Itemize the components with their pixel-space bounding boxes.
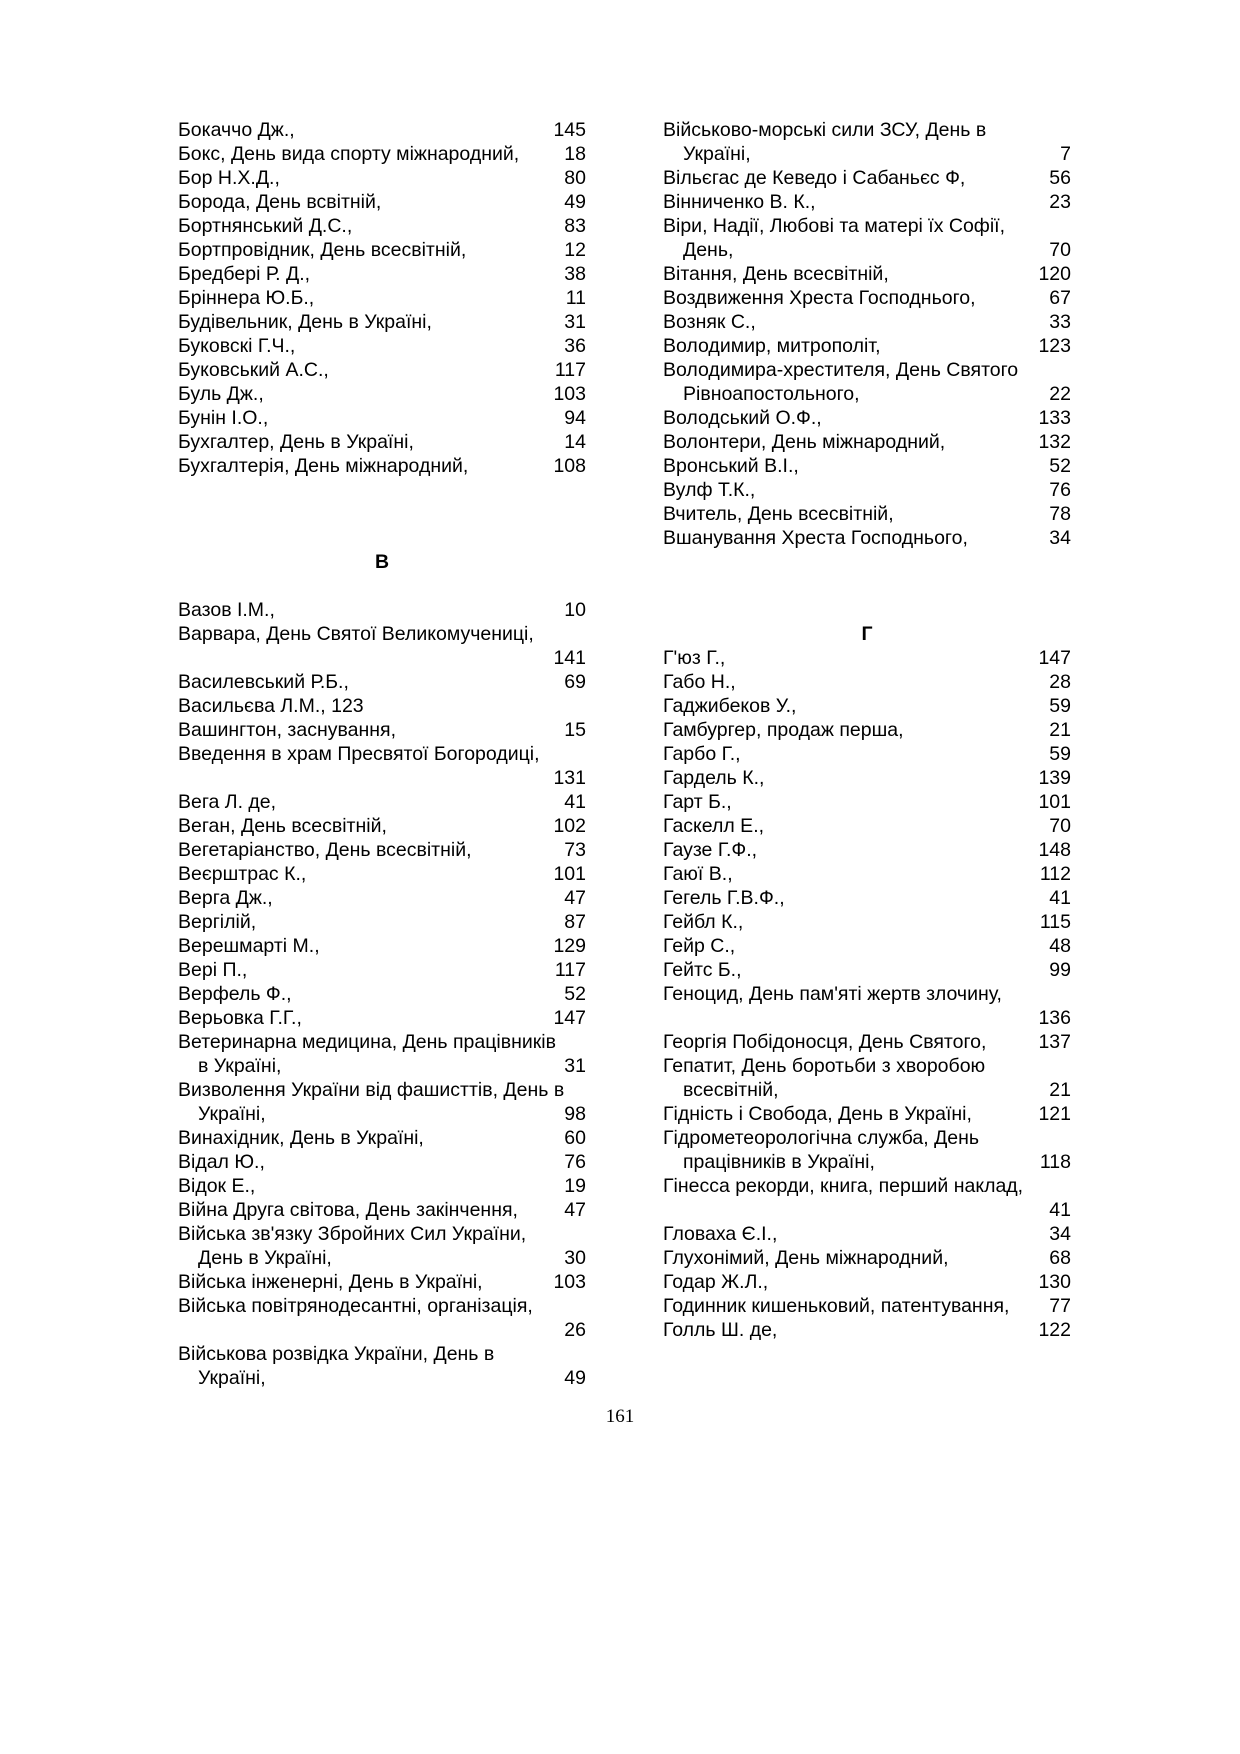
entry-term: Борода, День всвітній,	[178, 191, 382, 213]
index-entry	[663, 166, 1071, 190]
index-entry	[178, 598, 586, 622]
entry-term: Бор Н.Х.Д.,	[178, 167, 280, 189]
entry-term: Володський О.Ф.,	[663, 407, 822, 429]
entry-page-number: 26	[564, 1319, 586, 1341]
index-entry	[178, 1318, 586, 1342]
index-entry	[663, 862, 1071, 886]
entry-page-number: 139	[1038, 767, 1071, 789]
entry-term: Війська повітрянодесантні, організація,	[178, 1295, 533, 1317]
entry-page-number: 76	[564, 1151, 586, 1173]
index-entry	[663, 1054, 1071, 1078]
entry-term: Вашингтон, заснування,	[178, 719, 396, 741]
entry-page-number: 132	[1038, 431, 1071, 453]
entry-term: Володимира-хрестителя, День Святого	[663, 359, 1019, 381]
entry-page-number: 67	[1049, 287, 1071, 309]
entry-term: Голль Ш. де,	[663, 1319, 778, 1341]
entry-page-number: 59	[1049, 743, 1071, 765]
entry-page-number: 70	[1049, 239, 1071, 261]
index-entry	[663, 478, 1071, 502]
index-entry	[663, 262, 1071, 286]
index-entry	[663, 1294, 1071, 1318]
entry-page-number: 60	[564, 1127, 586, 1149]
entry-term: Вінниченко В. К.,	[663, 191, 816, 213]
entry-page-number: 99	[1049, 959, 1071, 981]
index-entry	[178, 1222, 586, 1246]
entry-page-number: 98	[564, 1103, 586, 1125]
entry-term: Гегель Г.В.Ф.,	[663, 887, 785, 909]
entry-page-number: 18	[564, 143, 586, 165]
entry-term: Ветеринарна медицина, День працівників	[178, 1031, 556, 1053]
entry-term: Україні,	[683, 143, 751, 165]
index-entry	[663, 118, 1071, 142]
entry-page-number: 49	[564, 191, 586, 213]
entry-term: Бухгалтер, День в Україні,	[178, 431, 414, 453]
entry-term: Визволення України від фашисттів, День в	[178, 1079, 565, 1101]
entry-page-number: 31	[564, 311, 586, 333]
index-entry-continuation	[663, 1150, 1071, 1174]
entry-page-number: 34	[1049, 1223, 1071, 1245]
entry-term: День в Україні,	[198, 1247, 332, 1269]
entry-term: Васильєва Л.М., 123	[178, 695, 364, 717]
index-entry	[178, 1150, 586, 1174]
index-entry	[663, 214, 1071, 238]
index-entry	[178, 790, 586, 814]
index-entry	[178, 1174, 586, 1198]
index-entry	[663, 430, 1071, 454]
entry-page-number: 78	[1049, 503, 1071, 525]
entry-term: Верешмарті М.,	[178, 935, 320, 957]
entry-term: Гловаха Є.І.,	[663, 1223, 778, 1245]
entry-page-number: 28	[1049, 671, 1071, 693]
entry-page-number: 34	[1049, 527, 1071, 549]
entry-term: Верфель Ф.,	[178, 983, 292, 1005]
entry-term: Гаузе Г.Ф.,	[663, 839, 758, 861]
entry-page-number: 73	[564, 839, 586, 861]
entry-page-number: 41	[564, 791, 586, 813]
entry-term: Гамбургер, продаж перша,	[663, 719, 904, 741]
index-entry	[178, 1030, 586, 1054]
index-entry-continuation	[178, 1054, 586, 1078]
index-entry-continuation	[663, 1078, 1071, 1102]
index-entry	[178, 190, 586, 214]
index-entry	[178, 1126, 586, 1150]
index-entry	[663, 526, 1071, 550]
index-entry-continuation	[663, 238, 1071, 262]
entry-term: Бунін І.О.,	[178, 407, 269, 429]
index-entry	[663, 814, 1071, 838]
index-entry	[663, 358, 1071, 382]
index-entry	[178, 358, 586, 382]
index-entry	[663, 910, 1071, 934]
entry-term: Гідність і Свобода, День в Україні,	[663, 1103, 972, 1125]
entry-term: Глухонімий, День міжнародний,	[663, 1247, 949, 1269]
index-entry	[663, 1222, 1071, 1246]
index-entry	[178, 406, 586, 430]
entry-page-number: 131	[553, 767, 586, 789]
entry-page-number: 130	[1038, 1271, 1071, 1293]
entry-term: Україні,	[198, 1367, 266, 1389]
index-entry	[663, 1030, 1071, 1054]
index-entry	[178, 910, 586, 934]
index-entry	[663, 670, 1071, 694]
index-column-left	[178, 118, 586, 1390]
entry-page-number: 103	[553, 383, 586, 405]
index-entry	[663, 790, 1071, 814]
entry-term: Вронський В.І.,	[663, 455, 799, 477]
entry-term: Військова розвідка України, День в	[178, 1343, 495, 1365]
index-entry	[663, 1126, 1071, 1150]
entry-page-number: 15	[564, 719, 586, 741]
page-number: 161	[605, 1406, 635, 1427]
entry-page-number: 147	[553, 1007, 586, 1029]
entry-page-number: 117	[554, 359, 586, 381]
index-entry	[178, 1270, 586, 1294]
entry-page-number: 7	[1060, 143, 1071, 165]
entry-page-number: 118	[1039, 1151, 1071, 1173]
index-entry	[178, 1198, 586, 1222]
index-entry	[178, 238, 586, 262]
index-entry	[663, 982, 1071, 1006]
entry-page-number: 101	[1038, 791, 1071, 813]
entry-page-number: 115	[1039, 911, 1071, 933]
section-letter-heading: Г	[861, 623, 873, 645]
entry-page-number: 52	[1049, 455, 1071, 477]
entry-page-number: 22	[1049, 383, 1071, 405]
entry-term: Вчитель, День всесвітній,	[663, 503, 894, 525]
index-entry	[178, 1078, 586, 1102]
entry-term: Бокс, День вида спорту міжнародний,	[178, 143, 520, 165]
entry-term: Вегетаріанство, День всесвітній,	[178, 839, 472, 861]
index-entry	[663, 1174, 1071, 1198]
entry-page-number: 38	[564, 263, 586, 285]
entry-page-number: 129	[553, 935, 586, 957]
entry-term: Волонтери, День міжнародний,	[663, 431, 946, 453]
entry-term: Володимир, митрополіт,	[663, 335, 881, 357]
entry-term: Гейтс Б.,	[663, 959, 742, 981]
entry-term: Буковський А.С.,	[178, 359, 329, 381]
entry-page-number: 148	[1038, 839, 1071, 861]
index-entry	[663, 454, 1071, 478]
entry-page-number: 68	[1049, 1247, 1071, 1269]
entry-page-number: 83	[564, 215, 586, 237]
index-entry	[178, 142, 586, 166]
entry-term: Гарбо Г.,	[663, 743, 741, 765]
index-entry	[178, 766, 586, 790]
index-entry	[663, 1006, 1071, 1030]
index-entry	[663, 886, 1071, 910]
blank-line	[178, 502, 586, 526]
index-entry	[178, 454, 586, 478]
entry-term: Україні,	[198, 1103, 266, 1125]
index-entry	[178, 958, 586, 982]
index-entry	[178, 1294, 586, 1318]
entry-term: Буль Дж.,	[178, 383, 264, 405]
entry-term: Воздвиження Хреста Господнього,	[663, 287, 976, 309]
entry-term: Віри, Надії, Любові та матері їх Софії,	[663, 215, 1006, 237]
index-entry	[663, 1102, 1071, 1126]
entry-page-number: 141	[553, 647, 586, 669]
index-entry	[663, 718, 1071, 742]
index-entry	[663, 934, 1071, 958]
entry-term: Георгія Побідоносця, День Святого,	[663, 1031, 987, 1053]
index-entry-continuation	[663, 142, 1071, 166]
index-entry	[178, 1342, 586, 1366]
index-entry	[178, 334, 586, 358]
blank-line	[663, 574, 1071, 598]
entry-page-number: 102	[553, 815, 586, 837]
entry-term: Рівноапостольного,	[683, 383, 860, 405]
entry-term: Гідрометеорологічна служба, День	[663, 1127, 980, 1149]
entry-page-number: 69	[564, 671, 586, 693]
entry-term: Відок Е.,	[178, 1175, 256, 1197]
index-entry	[178, 214, 586, 238]
entry-page-number: 47	[564, 887, 586, 909]
index-entry	[178, 742, 586, 766]
index-column-right	[663, 118, 1071, 1342]
entry-page-number: 19	[564, 1175, 586, 1197]
entry-term: Винахідник, День в Україні,	[178, 1127, 424, 1149]
index-entry	[178, 286, 586, 310]
index-entry	[663, 646, 1071, 670]
entry-page-number: 11	[565, 287, 586, 309]
entry-term: Вітання, День всесвітній,	[663, 263, 889, 285]
blank-line	[663, 598, 1071, 622]
entry-term: Бредбері Р. Д.,	[178, 263, 311, 285]
index-entry	[663, 1198, 1071, 1222]
entry-term: Бортпровідник, День всесвітній,	[178, 239, 467, 261]
entry-page-number: 108	[553, 455, 586, 477]
blank-line	[663, 550, 1071, 574]
entry-term: Геноцид, День пам'яті жертв злочину,	[663, 983, 1002, 1005]
index-entry	[663, 286, 1071, 310]
blank-line	[178, 574, 586, 598]
entry-term: Гепатит, День боротьби з хворобою	[663, 1055, 986, 1077]
index-entry	[178, 622, 586, 646]
entry-term: Гейр С.,	[663, 935, 736, 957]
entry-page-number: 136	[1038, 1007, 1071, 1029]
entry-page-number: 121	[1038, 1103, 1071, 1125]
entry-page-number: 52	[564, 983, 586, 1005]
entry-page-number: 41	[1049, 887, 1071, 909]
blank-line	[178, 526, 586, 550]
entry-page-number: 56	[1049, 167, 1071, 189]
index-entry	[178, 430, 586, 454]
entry-page-number: 70	[1049, 815, 1071, 837]
index-entry	[178, 670, 586, 694]
index-entry	[663, 1318, 1071, 1342]
index-entry	[178, 262, 586, 286]
entry-term: Возняк С.,	[663, 311, 756, 333]
entry-term: Верьовка Г.Г.,	[178, 1007, 302, 1029]
index-entry	[178, 310, 586, 334]
entry-term: Гарт Б.,	[663, 791, 732, 813]
entry-term: Гаджибеков У.,	[663, 695, 797, 717]
entry-page-number: 103	[553, 1271, 586, 1293]
index-entry	[178, 862, 586, 886]
entry-page-number: 101	[553, 863, 586, 885]
index-entry	[663, 502, 1071, 526]
entry-term: Годинник кишеньковий, патентування,	[663, 1295, 1010, 1317]
entry-term: Василевський Р.Б.,	[178, 671, 349, 693]
entry-term: Вега Л. де,	[178, 791, 277, 813]
entry-page-number: 77	[1049, 1295, 1071, 1317]
index-entry	[178, 1006, 586, 1030]
index-entry	[663, 958, 1071, 982]
index-entry	[663, 334, 1071, 358]
index-entry	[178, 814, 586, 838]
index-entry	[178, 718, 586, 742]
entry-page-number: 49	[564, 1367, 586, 1389]
index-entry	[663, 742, 1071, 766]
entry-term: Війська інженерні, День в Україні,	[178, 1271, 483, 1293]
blank-line	[178, 478, 586, 502]
entry-term: Бухгалтерія, День міжнародний,	[178, 455, 469, 477]
entry-term: Гінесса рекорди, книга, перший наклад,	[663, 1175, 1024, 1197]
entry-page-number: 21	[1049, 719, 1071, 741]
entry-term: Годар Ж.Л.,	[663, 1271, 769, 1293]
entry-term: Будівельник, День в Україні,	[178, 311, 432, 333]
entry-page-number: 76	[1049, 479, 1071, 501]
entry-term: Введення в храм Пресвятої Богородиці,	[178, 743, 540, 765]
entry-page-number: 12	[564, 239, 586, 261]
entry-term: Вулф Т.К.,	[663, 479, 756, 501]
index-entry	[178, 646, 586, 670]
entry-page-number: 122	[1038, 1319, 1071, 1341]
entry-page-number: 21	[1049, 1079, 1071, 1101]
entry-term: працівників в Україні,	[683, 1151, 875, 1173]
entry-term: всесвітній,	[683, 1079, 779, 1101]
entry-page-number: 87	[564, 911, 586, 933]
entry-term: Габо Н.,	[663, 671, 736, 693]
entry-page-number: 80	[564, 167, 586, 189]
entry-term: в Україні,	[198, 1055, 282, 1077]
index-entry	[663, 1246, 1071, 1270]
entry-term: Варвара, День Святої Великомучениці,	[178, 623, 534, 645]
index-entry	[178, 382, 586, 406]
entry-term: Г'юз Г.,	[663, 647, 726, 669]
entry-term: Вшанування Хреста Господнього,	[663, 527, 968, 549]
entry-term: Вільєгас де Кеведо і Сабаньєс Ф,	[663, 167, 966, 189]
index-entry	[663, 406, 1071, 430]
entry-page-number: 31	[564, 1055, 586, 1077]
entry-page-number: 94	[564, 407, 586, 429]
entry-page-number: 14	[564, 431, 586, 453]
index-entry	[178, 838, 586, 862]
entry-term: Війна Друга світова, День закінчення,	[178, 1199, 518, 1221]
index-entry	[178, 982, 586, 1006]
entry-term: Гардель К.,	[663, 767, 765, 789]
index-entry-continuation	[663, 382, 1071, 406]
entry-term: Вергілій,	[178, 911, 257, 933]
entry-page-number: 120	[1038, 263, 1071, 285]
index-entry	[663, 310, 1071, 334]
entry-term: Веєрштрас К.,	[178, 863, 307, 885]
entry-page-number: 112	[1039, 863, 1071, 885]
entry-term: Гаюї В.,	[663, 863, 733, 885]
index-entry	[663, 838, 1071, 862]
entry-term: Відал Ю.,	[178, 1151, 265, 1173]
index-entry	[178, 934, 586, 958]
entry-term: День,	[683, 239, 734, 261]
entry-page-number: 117	[554, 959, 586, 981]
entry-term: Військово-морські сили ЗСУ, День в	[663, 119, 987, 141]
entry-term: Веган, День всесвітній,	[178, 815, 387, 837]
entry-page-number: 59	[1049, 695, 1071, 717]
section-letter-heading: В	[374, 551, 390, 573]
entry-page-number: 33	[1049, 311, 1071, 333]
entry-term: Гаскелл Е.,	[663, 815, 765, 837]
entry-page-number: 23	[1049, 191, 1071, 213]
entry-page-number: 133	[1038, 407, 1071, 429]
entry-term: Бокаччо Дж.,	[178, 119, 295, 141]
entry-term: Вері П.,	[178, 959, 248, 981]
index-entry	[178, 118, 586, 142]
entry-term: Бріннера Ю.Б.,	[178, 287, 315, 309]
entry-page-number: 30	[564, 1247, 586, 1269]
entry-page-number: 147	[1038, 647, 1071, 669]
entry-term: Верга Дж.,	[178, 887, 273, 909]
index-entry-continuation	[178, 1102, 586, 1126]
entry-page-number: 137	[1038, 1031, 1071, 1053]
entry-page-number: 36	[564, 335, 586, 357]
entry-page-number: 41	[1049, 1199, 1071, 1221]
index-entry	[178, 694, 586, 718]
index-entry-continuation	[178, 1246, 586, 1270]
index-entry	[663, 766, 1071, 790]
entry-term: Вазов І.М.,	[178, 599, 275, 621]
entry-term: Гейбл К.,	[663, 911, 744, 933]
entry-term: Бортнянський Д.С.,	[178, 215, 353, 237]
entry-page-number: 47	[564, 1199, 586, 1221]
index-entry	[663, 694, 1071, 718]
index-entry	[663, 190, 1071, 214]
entry-page-number: 48	[1049, 935, 1071, 957]
entry-term: Буковскі Г.Ч.,	[178, 335, 296, 357]
index-entry	[663, 1270, 1071, 1294]
entry-page-number: 123	[1038, 335, 1071, 357]
entry-page-number: 10	[564, 599, 586, 621]
entry-term: Війська зв'язку Збройних Сил України,	[178, 1223, 527, 1245]
entry-page-number: 145	[553, 119, 586, 141]
index-entry	[178, 166, 586, 190]
index-entry	[178, 886, 586, 910]
index-entry-continuation	[178, 1366, 586, 1390]
